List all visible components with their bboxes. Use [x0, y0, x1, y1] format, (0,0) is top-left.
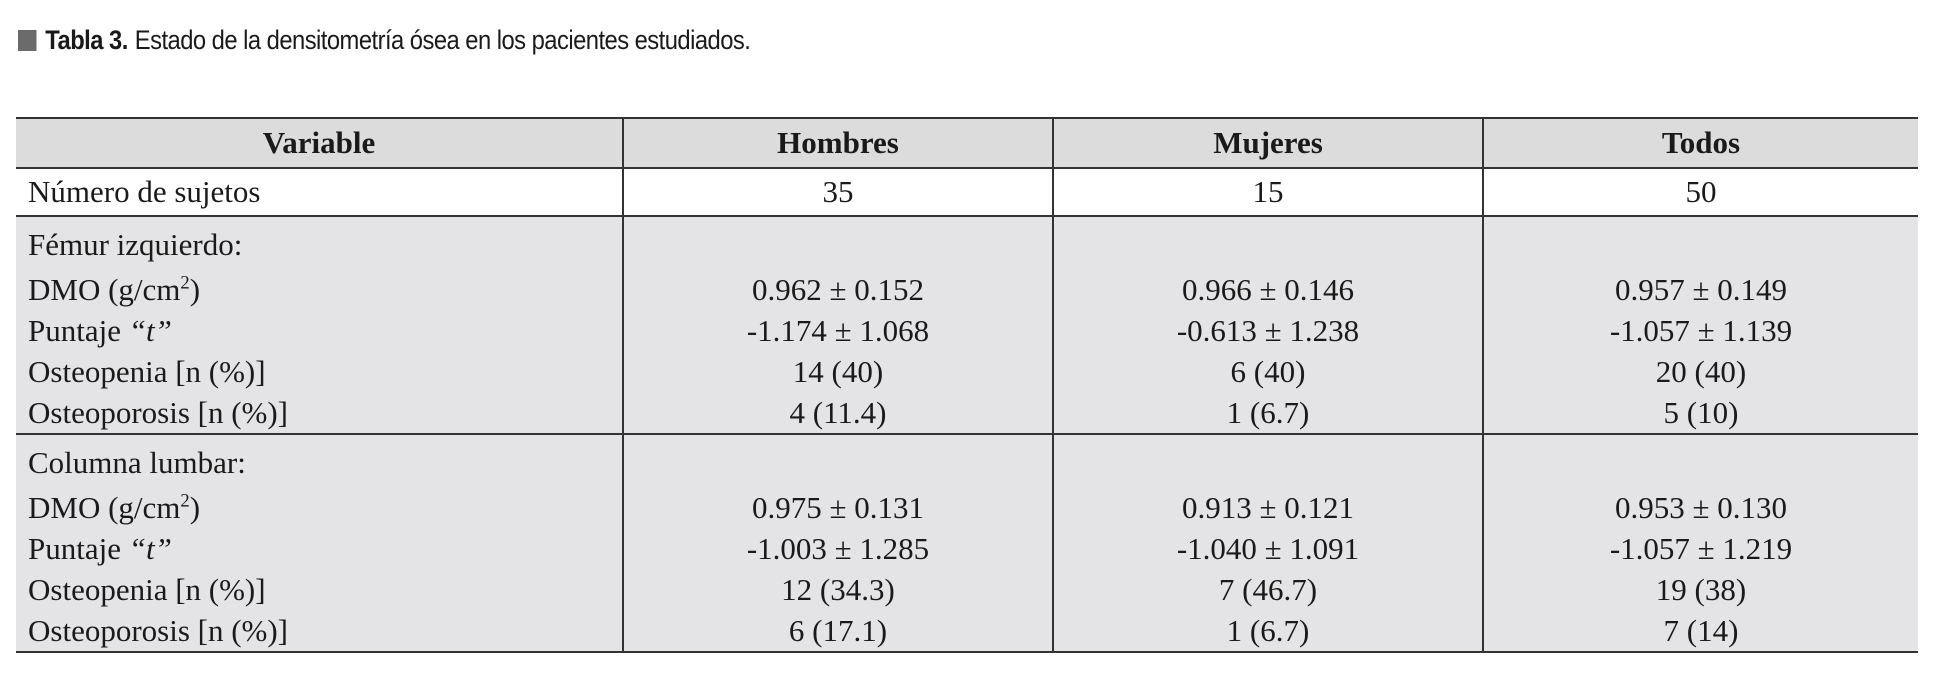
- caption-text: Estado de la densitometría ósea en los pacientes estudiados.: [134, 24, 751, 55]
- subjects-mujeres: 15: [1053, 168, 1483, 216]
- value: 0.975 ± 0.131: [751, 490, 924, 525]
- row-label-osteoporosis: Osteoporosis [n (%)]: [28, 395, 289, 430]
- columna-todos-cell: [1483, 434, 1918, 652]
- row-label-dmo: DMO $(g/cm^2)$: [28, 272, 201, 307]
- value: 5 (10): [1663, 395, 1739, 430]
- femur-hombres-cell: [623, 216, 1053, 434]
- row-label-osteoporosis: Osteoporosis [n (%)]: [28, 613, 289, 648]
- value: 20 (40): [1655, 354, 1747, 389]
- row-label-osteopenia: Osteopenia [n (%)]: [28, 572, 266, 607]
- value: 0.962 ± 0.152: [751, 272, 924, 307]
- caption-square-icon: [18, 30, 36, 51]
- caption-label: Tabla 3.: [45, 24, 128, 55]
- subjects-label: Número de sujetos: [16, 168, 623, 216]
- columna-mujeres-cell: [1053, 434, 1483, 652]
- value: -1.057 ± 1.139: [1609, 313, 1793, 348]
- femur-variable-cell: [16, 216, 623, 434]
- section-title: Columna lumbar:: [28, 445, 246, 480]
- columna-hombres-cell: [623, 434, 1053, 652]
- value: 0.953 ± 0.130: [1614, 490, 1787, 525]
- subjects-todos: 50: [1483, 168, 1918, 216]
- section-title: Fémur izquierdo:: [28, 227, 243, 262]
- value: -1.057 ± 1.219: [1609, 531, 1793, 566]
- header-todos: Todos: [1483, 118, 1918, 168]
- value: 1 (6.7): [1226, 613, 1310, 648]
- value: 1 (6.7): [1226, 395, 1310, 430]
- value: 6 (40): [1230, 354, 1306, 389]
- femur-todos-cell: [1483, 216, 1918, 434]
- value: -1.003 ± 1.285: [746, 531, 930, 566]
- header-variable: Variable: [16, 118, 623, 168]
- value: -1.040 ± 1.091: [1176, 531, 1360, 566]
- table-section-columna: [16, 434, 1918, 652]
- row-label-dmo: DMO $(g/cm^2)$: [28, 490, 201, 525]
- value: 0.913 ± 0.121: [1181, 490, 1354, 525]
- table-caption: [18, 22, 750, 58]
- value: 14 (40): [792, 354, 884, 389]
- bone-densitometry-table: [16, 117, 1918, 653]
- value: -1.174 ± 1.068: [746, 313, 930, 348]
- table-section-femur: [16, 216, 1918, 434]
- femur-mujeres-cell: [1053, 216, 1483, 434]
- value: 0.966 ± 0.146: [1181, 272, 1354, 307]
- row-label-puntaje: Puntaje “t”: [28, 313, 172, 348]
- value: 12 (34.3): [781, 572, 895, 607]
- columna-variable-cell: [16, 434, 623, 652]
- value: 19 (38): [1655, 572, 1747, 607]
- subjects-hombres: 35: [623, 168, 1053, 216]
- value: 6 (17.1): [788, 613, 888, 648]
- table-header-row: [16, 118, 1918, 168]
- value: 7 (46.7): [1218, 572, 1318, 607]
- header-mujeres: Mujeres: [1053, 118, 1483, 168]
- value: -0.613 ± 1.238: [1176, 313, 1360, 348]
- value: 7 (14): [1663, 613, 1739, 648]
- value: 0.957 ± 0.149: [1614, 272, 1787, 307]
- value: 4 (11.4): [789, 395, 887, 430]
- header-hombres: Hombres: [623, 118, 1053, 168]
- row-label-osteopenia: Osteopenia [n (%)]: [28, 354, 266, 389]
- table-row-subjects: [16, 168, 1918, 216]
- row-label-puntaje: Puntaje “t”: [28, 531, 172, 566]
